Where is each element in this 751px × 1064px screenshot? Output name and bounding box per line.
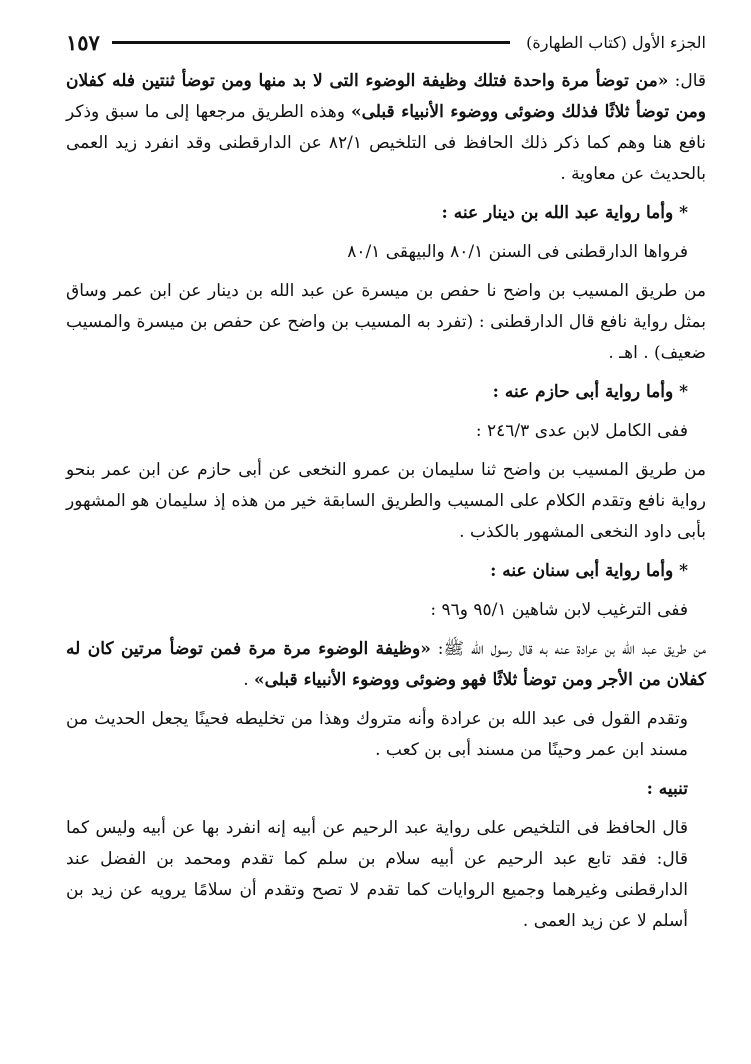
book-page — [66, 26, 706, 937]
header-rule — [112, 41, 510, 44]
section-heading-abi-sinan: * وأما رواية أبى سنان عنه : — [490, 561, 688, 581]
paragraph-7-quote: «وظيفة الوضوء مرة مرة فمن توضأ مرتين كان له كفلان من الأجر ومن توضأ ثلاثًا فهو وضوئى ووضوء الأنبياء قبلى» — [66, 639, 706, 690]
paragraph-4: ففى الكامل لابن عدى ٢٤٦/٣ : — [475, 421, 688, 441]
note-heading: تنبيه : — [646, 779, 688, 799]
running-title: الجزء الأول (كتاب الطهارة) — [526, 32, 706, 52]
paragraph-5: من طريق المسيب بن واضح ثنا سليمان بن عمرو النخعى عن أبى حازم عن ابن عمر بنحو رواية نافع وتقدم الكلام على المسيب والطريق السابقة خير من هذه إذ سليمان هو المشهور بأبى داود النخعى المشهور بالكذب . — [66, 460, 706, 542]
paragraph-7-tail: . — [243, 670, 254, 690]
paragraph-9: قال الحافظ فى التلخيص على رواية عبد الرحيم عن أبيه إنه انفرد بها عن أبيه وليس كما قال: فقد تابع عبد الرحيم عن أبيه سلام بن سلم كما تقدم ومحمد بن الفضل عند الدارقطنى وغيرهما وجميع الروايات كما تقدم لا تصح وتقدم أن سلامًا يرويه عن زيد بن أسلم لا عن زيد العمى . — [66, 818, 688, 931]
paragraph-7-lead: من طريق عبد الله بن عرادة عنه به قال رسول الله ﷺ: — [430, 639, 706, 659]
section-heading-abi-hazim: * وأما رواية أبى حازم عنه : — [492, 382, 688, 402]
section-heading-ibn-dinar: * وأما رواية عبد الله بن دينار عنه : — [441, 203, 688, 223]
page-number: ١٥٧ — [66, 29, 100, 55]
paragraph-1-rest: وهذه الطريق مرجعها إلى ما سبق وذكر نافع هنا وهم كما ذكر ذلك الحافظ فى التلخيص ٨٢/١ عن الدارقطنى وقد انفرد زيد العمى بالحديث عن معاوية . — [66, 102, 706, 184]
paragraph-6: ففى الترغيب لابن شاهين ٩٥/١ و٩٦ : — [430, 600, 688, 620]
page-header — [66, 26, 706, 58]
paragraph-1-lead: قال: — [668, 71, 706, 91]
paragraph-8: وتقدم القول فى عبد الله بن عرادة وأنه متروك وهذا من تخليطه فحينًا يجعل الحديث من مسند ابن عمر وحينًا من مسند أبى بن كعب . — [66, 709, 688, 760]
paragraph-3: من طريق المسيب بن واضح نا حفص بن ميسرة عن عبد الله بن دينار عن ابن عمر وساق بمثل رواية نافع قال الدارقطنى : (تفرد به المسيب بن واضح عن حفص بن ميسرة والمسيب ضعيف) . اهـ . — [66, 281, 706, 363]
paragraph-1 — [66, 66, 706, 190]
paragraph-2: فرواها الدارقطنى فى السنن ٨٠/١ والبيهقى ٨٠/١ — [347, 242, 688, 262]
paragraph-7 — [66, 634, 706, 696]
paragraph-1-quote: «من توضأ مرة واحدة فتلك وظيفة الوضوء التى لا بد منها ومن توضأ ثنتين فله كفلان ومن توضأ ثلاثًا فذلك وضوئى ووضوء الأنبياء قبلى» — [66, 71, 706, 122]
